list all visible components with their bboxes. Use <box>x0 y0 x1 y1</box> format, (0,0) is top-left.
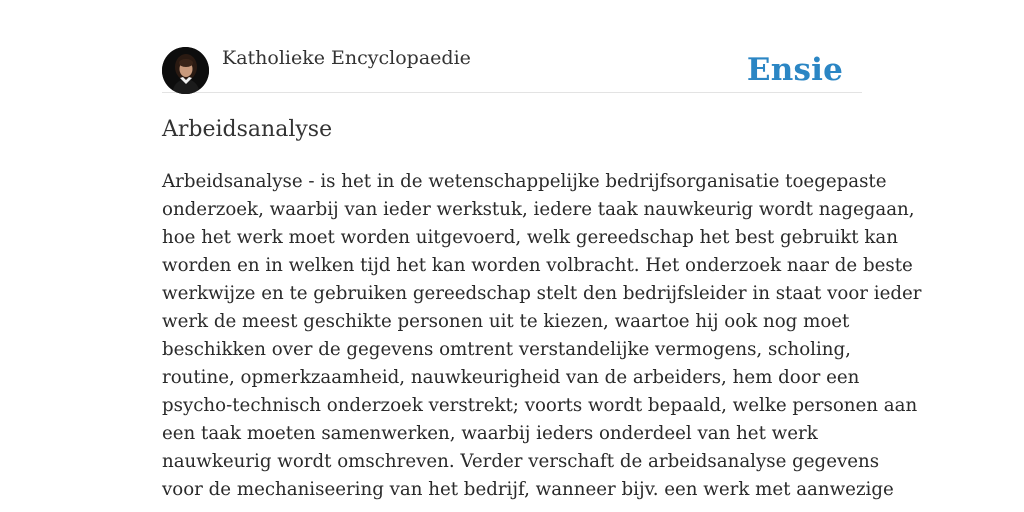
site-title[interactable]: Katholieke Encyclopaedie <box>222 47 471 69</box>
brand-logo[interactable]: Ensie <box>746 52 843 88</box>
article-line: Arbeidsanalyse - is het in de wetenschappelijke bedrijfsorganisatie toegepaste <box>162 171 887 192</box>
portrait-avatar-icon <box>162 47 209 94</box>
article-line: werk de meest geschikte personen uit te kiezen, waartoe hij ook nog moet <box>162 311 850 332</box>
article-line: routine, opmerkzaamheid, nauwkeurigheid van de arbeiders, hem door een <box>162 367 860 388</box>
page <box>162 0 922 512</box>
article-body <box>162 168 922 504</box>
article-line: werkwijze en te gebruiken gereedschap stelt den bedrijfsleider in staat voor ieder <box>162 283 922 304</box>
article-line: worden en in welken tijd het kan worden volbracht. Het onderzoek naar de beste <box>162 255 913 276</box>
article-line: een taak moeten samenwerken, waarbij ieders onderdeel van het werk <box>162 423 818 444</box>
article-line: voor de mechaniseering van het bedrijf, wanneer bijv. een werk met aanwezige <box>162 479 894 500</box>
article-title: Arbeidsanalyse <box>162 117 333 142</box>
article-line: psycho-technisch onderzoek verstrekt; voorts wordt bepaald, welke personen aan <box>162 395 918 416</box>
site-header <box>162 42 862 93</box>
article-line: hoe het werk moet worden uitgevoerd, welk gereedschap het best gebruikt kan <box>162 227 898 248</box>
article-line: nauwkeurig wordt omschreven. Verder verschaft de arbeidsanalyse gegevens <box>162 451 880 472</box>
avatar[interactable] <box>162 47 209 94</box>
article-line: beschikken over de gegevens omtrent verstandelijke vermogens, scholing, <box>162 339 851 360</box>
article-line: onderzoek, waarbij van ieder werkstuk, iedere taak nauwkeurig wordt nagegaan, <box>162 199 915 220</box>
